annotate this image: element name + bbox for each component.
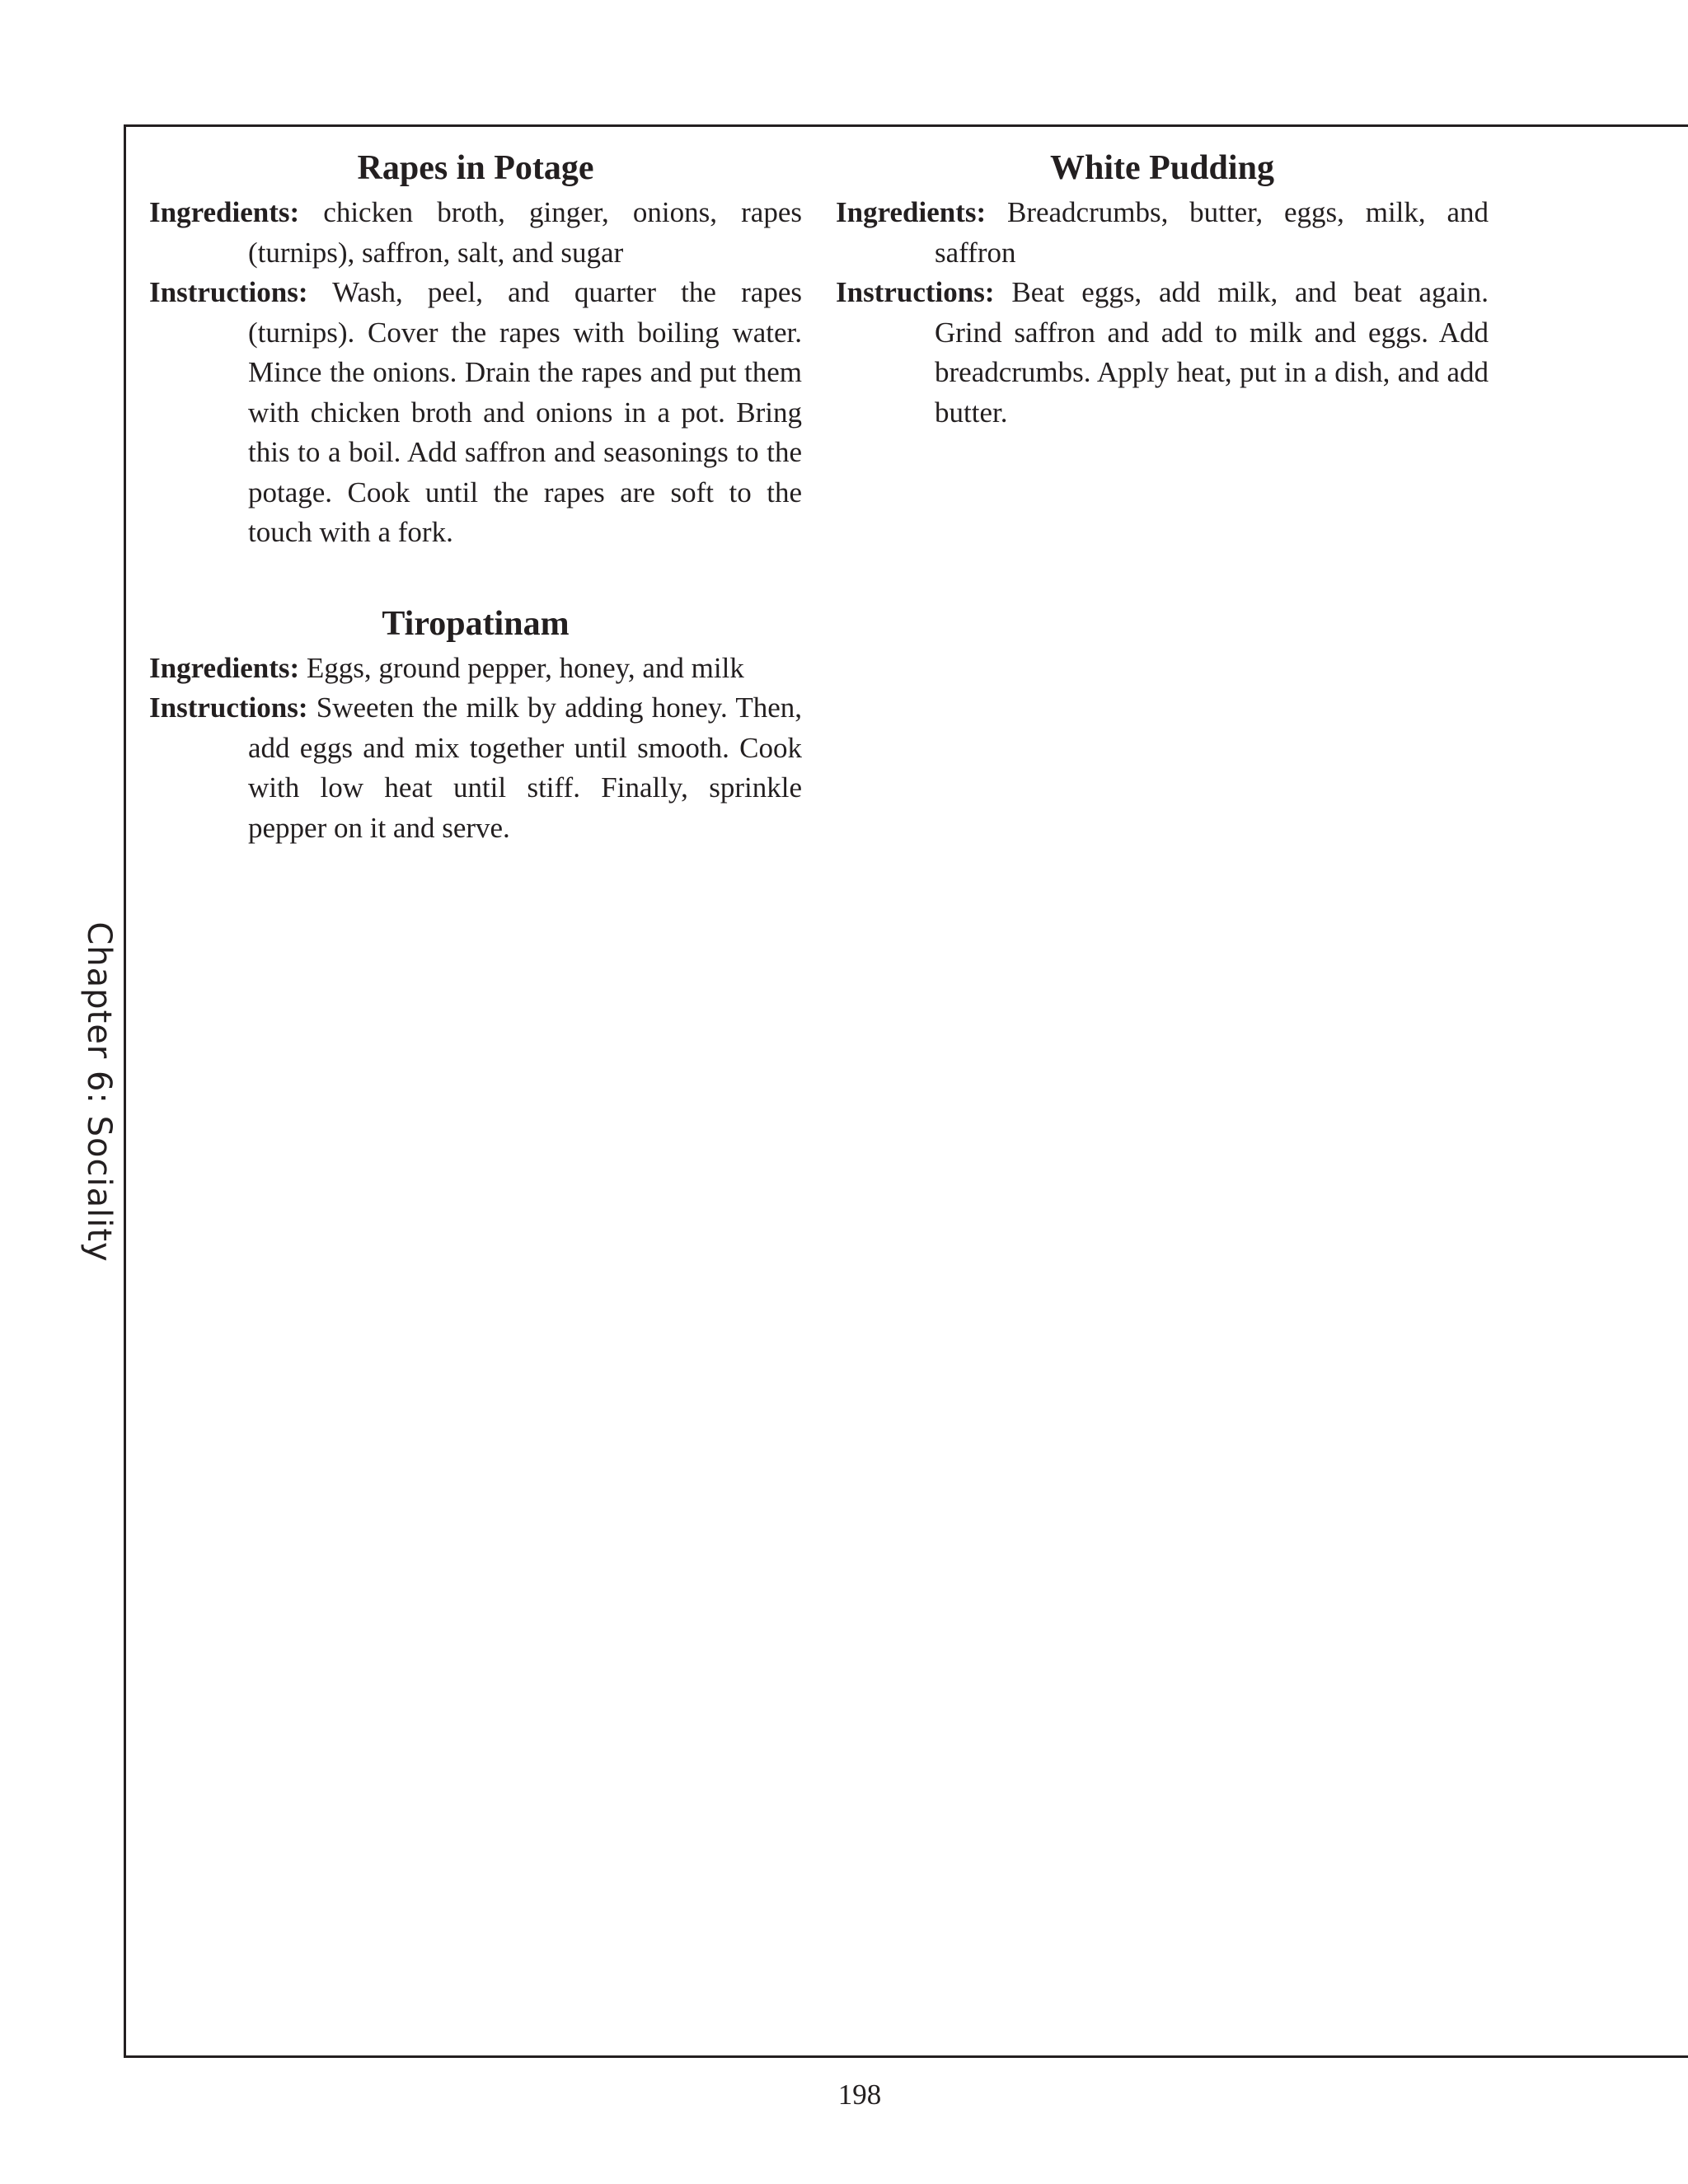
ingredients-entry	[836, 193, 1489, 273]
instructions-entry	[836, 273, 1489, 433]
instructions-label: Instructions:	[836, 276, 995, 308]
instructions-text: Sweeten the milk by adding honey. Then, add eggs and mix together until smooth. Cook with low heat until stiff. Finally, sprinkle pepper on it and serve.	[248, 691, 803, 844]
ingredients-text: chicken broth, ginger, onions, rapes (turnips), saffron, salt, and sugar	[248, 196, 802, 269]
recipe-title: Tiropatinam	[382, 604, 570, 643]
recipe-rapes-in-potage	[149, 145, 802, 553]
ingredients-label: Ingredients:	[836, 196, 987, 228]
instructions-text: Wash, peel, and quarter the rapes (turnips). Cover the rapes with boiling water. Mince the onions. Drain the rapes and put them with chicken broth and onions in a pot. Bring this to a boil. Add saffron and seasonings to the potage. Cook until the rapes are soft to the touch with a fork.	[248, 276, 802, 548]
page-number: 198	[837, 2079, 882, 2111]
recipe-tiropatinam	[149, 601, 802, 849]
ingredients-text: Eggs, ground pepper, honey, and milk	[306, 651, 744, 684]
ingredients-label: Ingredients:	[149, 651, 300, 684]
instructions-entry	[149, 688, 802, 848]
ingredients-text: Breadcrumbs, butter, eggs, milk, and saffron	[935, 196, 1489, 269]
recipe-title: White Pudding	[1050, 149, 1274, 187]
ingredients-entry	[149, 649, 802, 689]
left-column	[149, 145, 802, 896]
instructions-entry	[149, 273, 802, 553]
right-column	[836, 145, 1489, 480]
recipe-title: Rapes in Potage	[357, 149, 594, 187]
chapter-running-head: Chapter 6: Sociality	[80, 921, 118, 1263]
recipe-white-pudding	[836, 145, 1489, 433]
ingredients-label: Ingredients:	[149, 196, 300, 228]
instructions-text: Beat eggs, add milk, and beat again. Grind saffron and add to milk and eggs. Add breadcrumbs. Apply heat, put in a dish, and add butter.	[935, 276, 1489, 429]
instructions-label: Instructions:	[149, 276, 308, 308]
instructions-label: Instructions:	[149, 691, 308, 724]
ingredients-entry	[149, 193, 802, 273]
